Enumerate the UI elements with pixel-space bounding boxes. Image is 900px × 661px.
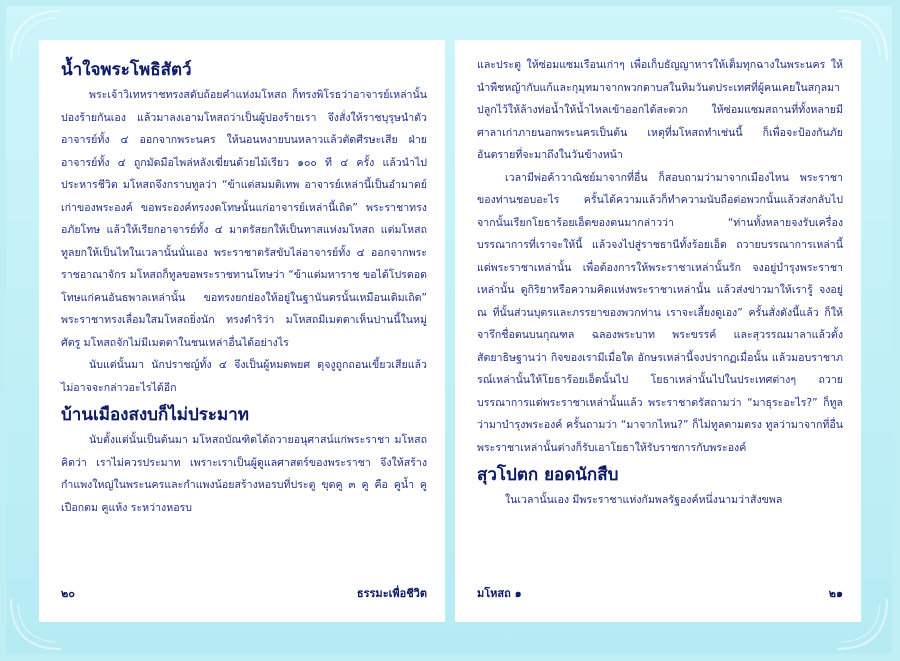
left-page-content [61,54,427,519]
running-title: มโหสถ ๑ [477,587,522,600]
section-heading: บ้านเมืองสงบก็ไม่ประมาท [61,405,250,425]
left-page [39,40,445,622]
paragraph: พระเจ้าวิเทหราชทรงสดับถ้อยคำแห่งมโหสถ ก็ทรงพิโรธว่าอาจารย์เหล่านั้นปองร้ายกันเอง แล้วมาลงเอามโหสถว่าเป็นผู้ปองร้ายเรา จึงสั่งให้ราชบุรุษนำตัวอาจารย์ทั้ง ๔ ออกจากพระนคร ให้นอนหงายบนหลาวแล้วตัดศีรษะเสีย ฝ่ายอาจารย์ทั้ง ๔ ถูกมัดมือไพล่หลังเฆี่ยนด้วยไม้เรียว ๑๐๐ ที ๔ ครั้ง แล้วนำไปประหารชีวิต มโหสถจึงกราบทูลว่า “ข้าแต่สมมติเทพ อาจารย์เหล่านี้เป็นอำมาตย์เก่าของพระองค์ ขอพระองค์ทรงงดโทษนั้นแก่อาจารย์เหล่านี้เถิด” พระราชาทรงอภัยโทษ แล้วให้เรียกอาจารย์ทั้ง ๔ มาตรัสยกให้เป็นทาสแห่งมโหสถ แต่มโหสถทูลยกให้เป็นไทในเวลานั้นนั่นเอง พระราชาตรัสขับไล่อาจารย์ทั้ง ๔ ออกจากพระราชอาณาจักร มโหสถก็ทูลขอพระราชทานโทษว่า “ข้าแต่มหาราช ขอได้โปรดอดโทษแก่คนอันธพาลเหล่านั้น ขอทรงยกย่องให้อยู่ในฐานันดรนั้นเหมือนเดิมเถิด” พระราชาทรงเลื่อมใสมโหสถยิ่งนัก ทรงดำริว่า มโหสถมีเมตตาเห็นปานนี้ในหมู่ศัตรู มโหสถจักไม่มีเมตตาในชนเหล่าอื่นได้อย่างไร [61,89,427,349]
section-heading: สุวโปตก ยอดนักสืบ [477,465,619,485]
paragraph: ในเวลานั้นเอง มีพระราชาแห่งกัมพลรัฐองค์หนึ่งนามว่าสังขพล [505,494,783,506]
page-number: ๒๐ [61,587,75,600]
paragraph: เวลามีพ่อค้าวาณิชย์มาจากที่อื่น ก็สอบถามว่ามาจากเมืองไหน พระราชาของท่านชอบอะไร ครั้นได้ความแล้วก็ทำความนับถือต่อพวกนั้นแล้วส่งกลับไป จากนั้นเรียกโยธาร้อยเอ็ดของตนมากล่าวว่า “ท่านทั้งหลายจงรับเครื่องบรรณาการที่เราจะให้นี้ แล้วจงไปสู่ราชธานีทั้งร้อยเอ็ด ถวายบรรณาการเหล่านี้แด่พระราชาเหล่านั้น เพื่อต้องการให้พระราชาเหล่านั้นรัก จงอยู่บำรุงพระราชาเหล่านั้น ดูกิริยาหรือความคิดแห่งพระราชาเหล่านั้น แล้วส่งข่าวมาให้เรารู้ จงอยู่ ณ ที่นั้นส่วนบุตรและภรรยาของพวกท่าน เราจะเลี้ยงดูเอง” ครั้นสั่งดังนี้แล้ว ก็ให้จารึกชื่อตนบนกุณฑล ฉลองพระบาท พระขรรค์ และสุวรรณมาลาแล้วตั้งสัตยาธิษฐานว่า กิจของเรามีเมื่อใด อักษรเหล่านี้จงปรากฏเมื่อนั้น แล้วมอบราชาภรณ์เหล่านั้นให้โยธาร้อยเอ็ดนั้นไป โยธาเหล่านั้นไปในประเทศต่างๆ ถวายบรรณาการแด่พระราชาเหล่านั้นแล้ว พระราชาตรัสถามว่า “มาธุระอะไร?” ก็ทูลว่ามาบำรุงพระองค์ ครั้นถามว่า “มาจากไหน?” ก็ไม่ทูลตามตรง ทูลว่ามาจากที่อื่น พระราชาเหล่านั้นต่างก็รับเอาโยธาให้รับราชการกับพระองค์ [477,171,843,454]
running-title: ธรรมะเพื่อชีวิต [356,587,427,600]
paragraph: และประตู ให้ซ่อมแซมเรือนเก่าๆ เพื่อเก็บธัญญาหารให้เต็มทุกฉางในพระนคร ให้นำพืชหญ้ากับแก้และกุมุทมาจากพวกดาบสในหิมวันตประเทศที่ผู้คนเคยในสกุลมาปลูกไว้ให้ล้างท่อน้ำให้น้ำไหลเข้าออกได้สะดวก ให้ซ่อมแซมสถานที่ทั้งหลายมีศาลาเก่าภายนอกพระนครเป็นต้น เหตุที่มโหสถทำเช่นนี้ ก็เพื่อจะป้องกันภัยอันตรายที่จะมาถึงในวันข้างหน้า [477,59,843,161]
page-number: ๒๑ [828,587,843,600]
page-footer [61,584,427,602]
right-page-content [477,54,843,512]
section-heading: น้ำใจพระโพธิสัตว์ [61,60,192,80]
paragraph: นับตั้งแต่นั้นเป็นต้นมา มโหสถบัณฑิตได้ถวายอนุศาสน์แก่พระราชา มโหสถคิดว่า เราไม่ควรประมาท เพราะเราเป็นผู้ดูแลศาสตร์ของพระราชา จึงให้สร้างกำแพงใหญ่ในพระนครและกำแพงน้อยสร้างหอรบที่ประตู ขุดคู ๓ คู คือ คูน้ำ คูเปือกตม คูแห้ง ระหว่างหอรบ [61,434,427,514]
page-footer [477,584,843,602]
right-page [455,40,861,622]
paragraph: นับแต่นั้นมา นักปราชญ์ทั้ง ๔ จึงเป็นผู้หมดพยศ ดุจงูถูกถอนเขี้ยวเสียแล้ว ไม่อาจจะกล่าวอะไรได้อีก [61,359,427,394]
